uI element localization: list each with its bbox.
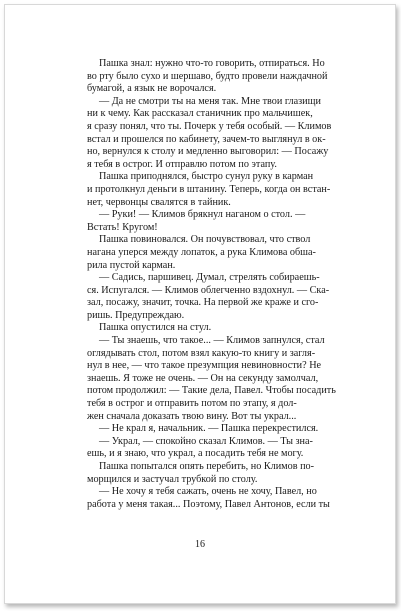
text-line: Пашка приподнялся, быстро сунул руку в карман	[99, 171, 314, 183]
text-line: работа у меня такая... Поэтому, Павел Антонов, если ты	[87, 498, 330, 510]
book-page	[4, 4, 396, 604]
text-line: Пашка повиновался. Он почувствовал, что ствол	[99, 234, 311, 246]
text-line: ешь, и я знаю, что украл, а посадить тебя не могу.	[87, 448, 304, 460]
text-line: Пашка попытался опять перебить, но Климов по-	[99, 461, 315, 472]
text-line: — Не хочу я тебя сажать, очень не хочу, Павел, но	[99, 486, 317, 498]
text-line: но, вернулся к столу и медленно выговорил: — Посажу	[87, 146, 329, 158]
text-line: Пашка знал: нужно что-то говорить, отпираться. Но	[99, 58, 325, 69]
text-line: тебя в острог и отправить потом по этапу, я дол-	[87, 398, 297, 410]
text-line: и протолкнул деньги в штанину. Теперь, когда он встан-	[87, 183, 331, 195]
text-line: встал и прошелся по кабинету, зачем-то выглянул в ок-	[87, 133, 326, 145]
text-line: нагана уперся между лопаток, а рука Климова обша-	[87, 246, 316, 258]
text-line: рила пустой карман.	[87, 259, 176, 271]
text-line: оглядывать стол, потом взял какую-то книгу и загля-	[87, 347, 316, 359]
text-line: я сразу понял, что ты. Почерк у тебя особый. — Климов	[87, 120, 332, 132]
text-line: — Украл, — спокойно сказал Климов. — Ты зна-	[99, 435, 313, 447]
text-line: ришь. Предупреждаю.	[87, 309, 185, 321]
text-line: — Не крал я, начальник. — Пашка перекрестился.	[99, 423, 319, 435]
text-line: зал, посажу, значит, точка. На первой же краже и сго-	[87, 297, 319, 309]
text-line: я тебя в острог. И отправлю потом по этапу.	[87, 158, 277, 170]
text-line: нет, червонцы свалятся в тайник.	[87, 196, 231, 208]
text-line: нул в нее, — что такое презумпция невиновности? Не	[87, 360, 322, 372]
text-line: бумагой, а язык не ворочался.	[87, 83, 217, 95]
text-line: — Руки! — Климов брякнул наганом о стол. —	[99, 209, 306, 221]
text-line: — Ты знаешь, что такое... — Климов запнулся, стал	[99, 335, 325, 347]
text-line: Встать! Кругом!	[87, 221, 158, 233]
text-line: потом продолжил: — Такие дела, Павел. Чтобы посадить	[87, 385, 336, 397]
text-line: ни к чему. Как рассказал станичник про мальчишек,	[87, 108, 313, 120]
text-line: знаешь. Я тоже не очень. — Он на секунду замолчал,	[87, 372, 319, 384]
page-number: 16	[195, 539, 205, 550]
text-line: ся. Испугался. — Климов облегченно вздохнул. — Ска-	[87, 284, 330, 296]
text-line: — Садись, паршивец. Думал, стрелять собираешь-	[99, 272, 320, 284]
text-line: морщился и застучал трубкой по столу.	[87, 473, 258, 485]
text-block	[87, 58, 337, 511]
text-line: жен сначала доказать твою вину. Вот ты украл...	[87, 410, 297, 422]
text-line: Пашка опустился на стул.	[99, 322, 212, 334]
text-line: — Да не смотри ты на меня так. Мне твои глазищи	[99, 95, 321, 107]
text-line: во рту было сухо и шершаво, будто провели наждачной	[87, 70, 328, 82]
